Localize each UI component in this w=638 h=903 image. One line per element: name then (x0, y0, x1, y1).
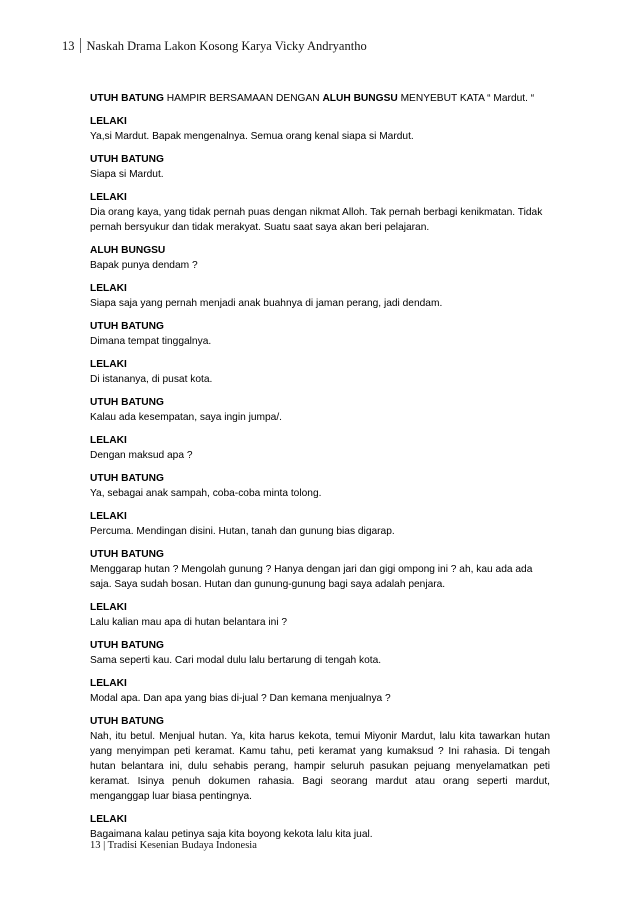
speaker-name: UTUH BATUNG (90, 549, 164, 560)
speaker-name: LELAKI (90, 283, 127, 294)
dialogue-block (90, 357, 550, 387)
speaker-name: UTUH BATUNG (90, 473, 164, 484)
dialogue-block (90, 547, 550, 592)
speaker-name: LELAKI (90, 814, 127, 825)
dialogue-block (90, 812, 550, 842)
dialogue-text: Di istananya, di pusat kota. (90, 374, 213, 385)
dialogue-text: Siapa saja yang pernah menjadi anak buahnya di jaman perang, jadi dendam. (90, 298, 443, 309)
speaker-name: UTUH BATUNG (90, 397, 164, 408)
speaker-name: LELAKI (90, 678, 127, 689)
header-page-number: 13 (62, 39, 75, 53)
dialogue-block (90, 243, 550, 273)
dialogue-block (90, 509, 550, 539)
page-header (62, 38, 367, 54)
dialogue-text: Percuma. Mendingan disini. Hutan, tanah dan gunung bias digarap. (90, 526, 395, 537)
dialogue-text: Dia orang kaya, yang tidak pernah puas dengan nikmat Alloh. Tak pernah berbagi kenikmatan. Tidak pernah bersyukur dan tidak merakyat. Suatu saat saya akan beri pelajaran. (90, 207, 543, 233)
stage-direction-speaker-1: UTUH BATUNG (90, 93, 164, 104)
speaker-name: LELAKI (90, 435, 127, 446)
script-body (90, 91, 550, 850)
dialogue-block (90, 676, 550, 706)
dialogue-text: Dengan maksud apa ? (90, 450, 193, 461)
dialogue-text: Siapa si Mardut. (90, 169, 164, 180)
dialogue-text: Ya, sebagai anak sampah, coba-coba minta tolong. (90, 488, 322, 499)
stage-direction (90, 91, 550, 106)
dialogue-text: Bapak punya dendam ? (90, 260, 198, 271)
dialogue-text: Nah, itu betul. Menjual hutan. Ya, kita harus kekota, temui Miyonir Mardut, lalu kita tawarkan hutan yang menyimpan peti keramat. Kamu tahu, peti keramat yang kumaksud ? Ini rahasia. Di tengah hutan belantara ini, dulu sehabis perang, hampir seluruh pasukan pejuang menyelamatkan peti keramat. Isinya penuh dokumen rahasia. Bagi seorang mardut atau orang seperti mardut, menganggap luar biasa pentingnya. (90, 731, 550, 802)
dialogue-text: Bagaimana kalau petinya saja kita boyong kekota lalu kita jual. (90, 829, 373, 840)
speaker-name: LELAKI (90, 116, 127, 127)
dialogue-text: Ya,si Mardut. Bapak mengenalnya. Semua orang kenal siapa si Mardut. (90, 131, 414, 142)
dialogue-text: Modal apa. Dan apa yang bias di-jual ? Dan kemana menjualnya ? (90, 693, 391, 704)
header-title: Naskah Drama Lakon Kosong Karya Vicky Andryantho (86, 39, 367, 53)
stage-direction-text-1: HAMPIR BERSAMAAN DENGAN (163, 93, 323, 104)
speaker-name: UTUH BATUNG (90, 154, 164, 165)
speaker-name: LELAKI (90, 359, 127, 370)
dialogue-block (90, 319, 550, 349)
dialogue-block (90, 281, 550, 311)
speaker-name: LELAKI (90, 192, 127, 203)
dialogue-block (90, 600, 550, 630)
dialogue-text: Kalau ada kesempatan, saya ingin jumpa/. (90, 412, 282, 423)
speaker-name: UTUH BATUNG (90, 716, 164, 727)
speaker-name: ALUH BUNGSU (90, 245, 166, 256)
dialogue-block (90, 395, 550, 425)
dialogue-block (90, 714, 550, 804)
dialogue-text: Menggarap hutan ? Mengolah gunung ? Hanya dengan jari dan gigi ompong ini ? ah, kau ada ada saja. Saya sudah bosan. Hutan dan gunung-gunung bagi saya adalah penjara. (90, 564, 533, 590)
dialogue-block (90, 433, 550, 463)
dialogue-block (90, 114, 550, 144)
page-footer: 13 | Tradisi Kesenian Budaya Indonesia (90, 840, 257, 851)
stage-direction-speaker-2: ALUH BUNGSU (322, 93, 398, 104)
dialogue-block (90, 190, 550, 235)
dialogue-text: Dimana tempat tinggalnya. (90, 336, 212, 347)
header-divider (80, 38, 81, 53)
dialogue-text: Sama seperti kau. Cari modal dulu lalu bertarung di tengah kota. (90, 655, 382, 666)
stage-direction-text-2: MENYEBUT KATA “ Mardut. “ (397, 93, 535, 104)
speaker-name: LELAKI (90, 511, 127, 522)
dialogue-list (90, 114, 550, 842)
speaker-name: UTUH BATUNG (90, 321, 164, 332)
dialogue-block (90, 638, 550, 668)
dialogue-block (90, 471, 550, 501)
speaker-name: UTUH BATUNG (90, 640, 164, 651)
dialogue-block (90, 152, 550, 182)
speaker-name: LELAKI (90, 602, 127, 613)
dialogue-text: Lalu kalian mau apa di hutan belantara ini ? (90, 617, 288, 628)
